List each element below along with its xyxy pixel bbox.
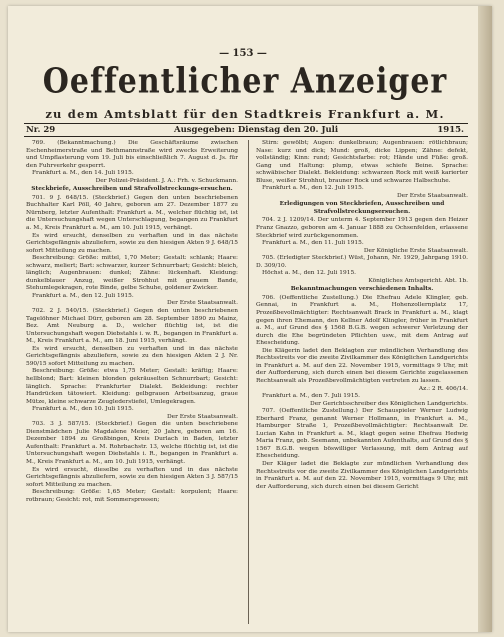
- newspaper-page: [8, 6, 492, 632]
- notice-paragraph: Höchst a. M., den 12. Juli 1915.: [262, 270, 357, 277]
- notice-paragraph: Der Kläger ladet die Beklagte zur mündlichen Verhandlung des Rechtsstreits vor die zweite Zivilkammer des Königlichen Landgerichts in Frankfurt a. M. auf den 22. November 1915, vormittags 9 Uhr, mit der Aufforderung, sich durch einen bei diesem Gericht: [256, 460, 468, 490]
- section-heading: Erledigungen von Steckbriefen, Ausschreiben und Strafvollstreckungsersuchen.: [279, 201, 445, 215]
- notice-paragraph: Frankfurt a. M., den 12. Juli 1915.: [262, 185, 364, 192]
- signature-line: Der Königliche Erste Staatsanwalt.: [363, 247, 468, 254]
- notice-paragraph: 702. 2 J. 540/15. (Steckbrief.) Gegen den unten beschriebenen Tagelöhner Michael Dürr, geboren am 28. September 1890 zu Mainz, Bez. Amt Neuburg a. D., welcher flüchtig ist, ist die Untersuchungshaft wegen Diebstahls i. w. R., begangen in Frankfurt a. M., Kreis Frankfurt a. M., am 18. Juni 1915, verhängt.: [26, 308, 238, 345]
- notice-paragraph: 704. 2 J. 1209/14. Der unterm 4. September 1913 gegen den Heizer Franz Gnazzo, geboren am 4. Januar 1888 zu Ochsenfelden, erlassene Steckbrief wird zurückgenommen.: [256, 217, 468, 239]
- page-spine-shadow: [478, 6, 492, 632]
- notice-paragraph: Es wird ersucht, denselben zu verhaften und in das nächste Gerichtsgefängnis abzuliefern, sowie zu den hiesigen Akten 2 J. Nr. 590/15 sofort Mitteilung zu machen.: [26, 345, 238, 367]
- issue-year: 1915.: [437, 125, 464, 135]
- notice-paragraph: 707. (Oeffentliche Zustellung.) Der Schauspieler Werner Ludwig Eberhard Franz, genannt Werner Hollmann, in Frankfurt a. M., Hamburger Straße 1, Prozeßbevollmächtigter: Rechtsanwalt Dr. Lucian Kahn in Frankfurt a. M., klagt gegen seine Ehefrau Hedwig Maria Franz, geb. Seemann, unbekannten Aufenthalts, auf Grund des § 1567 B.G.B. wegen böswilliger Verlassung, mit dem Antrag auf Ehescheidung.: [256, 408, 468, 460]
- section-heading: Bekanntmachungen verschiedenen Inhalts.: [290, 286, 434, 293]
- page-number: — 153 —: [219, 48, 267, 59]
- notice-paragraph: Frankfurt a. M., den 14. Juli 1915.: [32, 170, 134, 177]
- notice-paragraph: Frankfurt a. M., den 10. Juli 1915.: [32, 406, 134, 413]
- issue-date: Ausgegeben: Dienstag den 20. Juli: [174, 125, 339, 135]
- signature-line: Der Erste Staatsanwalt.: [167, 300, 238, 307]
- signature-line: Der Erste Staatsanwalt.: [397, 192, 468, 199]
- right-column: [256, 140, 468, 625]
- notice-paragraph: 705. (Erledigter Steckbrief.) Wüst, Johann, Nr. 1929, Jahrgang 1910. D. 309/10.: [256, 255, 468, 269]
- masthead-subtitle: zu dem Amtsblatt für den Stadtkreis Frankfurt a. M.: [45, 107, 445, 121]
- signature-line: Königliches Amtsgericht. Abt. 1b.: [368, 277, 468, 284]
- column-divider: [248, 140, 249, 624]
- notice-paragraph: 701. 9 J. 648/15. (Steckbrief.) Gegen den unten beschriebenen Buchhalter Karl Pöll, 40 Jahre, geboren am 27. Dezember 1877 zu Nürnberg, letzter Aufenthalt: Frankfurt a. M., welcher flüchtig ist, ist die Untersuchungshaft wegen Unterschlagung, begangen zu Frankfurt a. M., Kreis Frankfurt a. M., am 10. Juli 1915, verhängt.: [26, 194, 238, 232]
- notice-paragraph: Es wird ersucht, dieselbe zu verhaften und in das nächste Gerichtsgefängnis abzuliefern, sowie zu den hiesigen Akten 3 J. 587/15 sofort Mitteilung zu machen.: [26, 466, 238, 488]
- notice-paragraph: Beschreibung: Größe: 1,65 Meter; Gestalt: korpulent; Haare: rotbraun; Gesicht: rot, mit Sommersprossen;: [26, 489, 238, 503]
- notice-paragraph: 769. (Bekanntmachung.) Die Geschäftsräume zwischen Eschenheimerstraße und Bethmannstraße wird zwecks Erweiterung und Umpflasterung vom 19. Juli bis einschließlich 7. August d. Js. für den Fuhrverkehr gesperrt.: [26, 140, 238, 169]
- notice-paragraph: Die Klägerin ladet den Beklagten zur mündlichen Verhandlung des Rechtsstreits vor die zweite Zivilkammer des Königlichen Landgerichts in Frankfurt a. M. auf den 22. November 1915, vormittags 9 Uhr, mit der Aufforderung, sich durch einen bei diesem Gerichte zugelassenen Rechtsanwalt als Prozeßbevollmächtigten vertreten zu lassen.: [256, 347, 468, 384]
- notice-paragraph: Frankfurt a. M., den 12. Juli 1915.: [32, 292, 134, 299]
- notice-paragraph: Frankfurt a. M., den 7. Juli 1915.: [262, 393, 361, 400]
- signature-line: Der Erste Staatsanwalt.: [167, 413, 238, 420]
- notice-paragraph: Beschreibung: Größe: mittel, 1,70 Meter; Gestalt: schlank; Haare: schwarz, meliert; Bart: schwarzer, kurzer Schnurrbart; Gesicht: bleich, länglich; Augenbrauen: dunkel; Zähne: lückenhaft. Kleidung: dunkelblauer Anzug, weißer Strohhut mit grauem Bande, Stehumlegekragen, rote Binde, gelbe Schuhe, goldener Zwicker.: [26, 255, 238, 292]
- section-heading: Steckbriefe, Ausschreiben und Strafvollstreckungs-ersuchen.: [31, 186, 233, 193]
- notice-paragraph: 706. (Oeffentliche Zustellung.) Die Ehefrau Adele Klingler, geb. Gennai, in Frankfurt a. M., Hohenzollernplatz 17, Prozeßbevollmächtigter: Rechtsanwalt Brack in Frankfurt a. M., klagt gegen ihren Ehemann, den Kellner Adolf Klingler, früher in Frankfurt a. M., auf Grund des § 1568 B.G.B. wegen schwerer Verletzung der durch die Ehe begründeten Pflichten usw., mit dem Antrag auf Ehescheidung.: [256, 294, 468, 347]
- issue-line: [24, 124, 468, 136]
- signature-line: Der Polizei-Präsident. J. A.: Frh. v. Schuckmann.: [95, 177, 238, 184]
- masthead-title: Oeffentlicher Anzeiger: [42, 61, 448, 102]
- notice-paragraph: Stirn: gewölbt; Augen: dunkelbraun; Augenbrauen: rötlichbraun; Nase: kurz und dick; Mund: groß, dicke Lippen; Zähne: defekt, vollständig; Kinn: rund; Gesichtsfarbe: rot; Hände und Füße: groß. Gang und Haltung: plump, etwas schiefe Beine. Sprache: schwäbischer Dialekt. Bekleidung: schwarzen Rock mit weiß karierter Bluse, weißer Strohhut, brauner Rock und schwarze Halbschuhe.: [256, 140, 468, 184]
- notice-paragraph: Es wird ersucht, denselben zu verhaften und in das nächste Gerichtsgefängnis abzuliefern, sowie zu den hiesigen Akten 9 J. 648/15 sofort Mitteilung zu machen.: [26, 232, 238, 254]
- notice-paragraph: Frankfurt a. M., den 11. Juli 1915.: [262, 240, 364, 247]
- notice-paragraph: Beschreibung: Größe: etwa 1,75 Meter; Gestalt: kräftig; Haare: hellblond; Bart: kleinen blonden gekräuselten Schnurrbart; Gesicht: länglich. Sprache: Frankfurter Dialekt. Bekleidung: rechter Handrücken tätowiert. Kleidung: gelbgrauen Arbeitsanzug, graue Mütze, kleine schwarze Zeuglederstiefel, Umlegekragen.: [26, 368, 238, 405]
- signature-line: Der Gerichtsschreiber des Königlichen Landgerichts.: [310, 400, 468, 407]
- notice-paragraph: 703. 3 J. 587/15. (Steckbrief.) Gegen die unten beschriebene Dienstmädchen Julie Magdalene Meier, 20 Jahre, geboren am 16. Dezember 1894 zu Großbingen, Kreis Durlach in Baden, letzter Aufenthalt: Frankfurt a. M. Rohrbachstr. 13, welche flüchtig ist, ist die Untersuchungshaft wegen Diebstahls i. R., begangen in Frankfurt a. M., Kreis Frankfurt a. M., am 10. Juli 1915, verhängt.: [26, 421, 238, 465]
- issue-number: Nr. 29: [26, 125, 56, 135]
- signature-line: Az.: 2 R. 406/14.: [418, 385, 468, 392]
- header-rule-bottom: [24, 136, 468, 137]
- left-column: [26, 140, 238, 625]
